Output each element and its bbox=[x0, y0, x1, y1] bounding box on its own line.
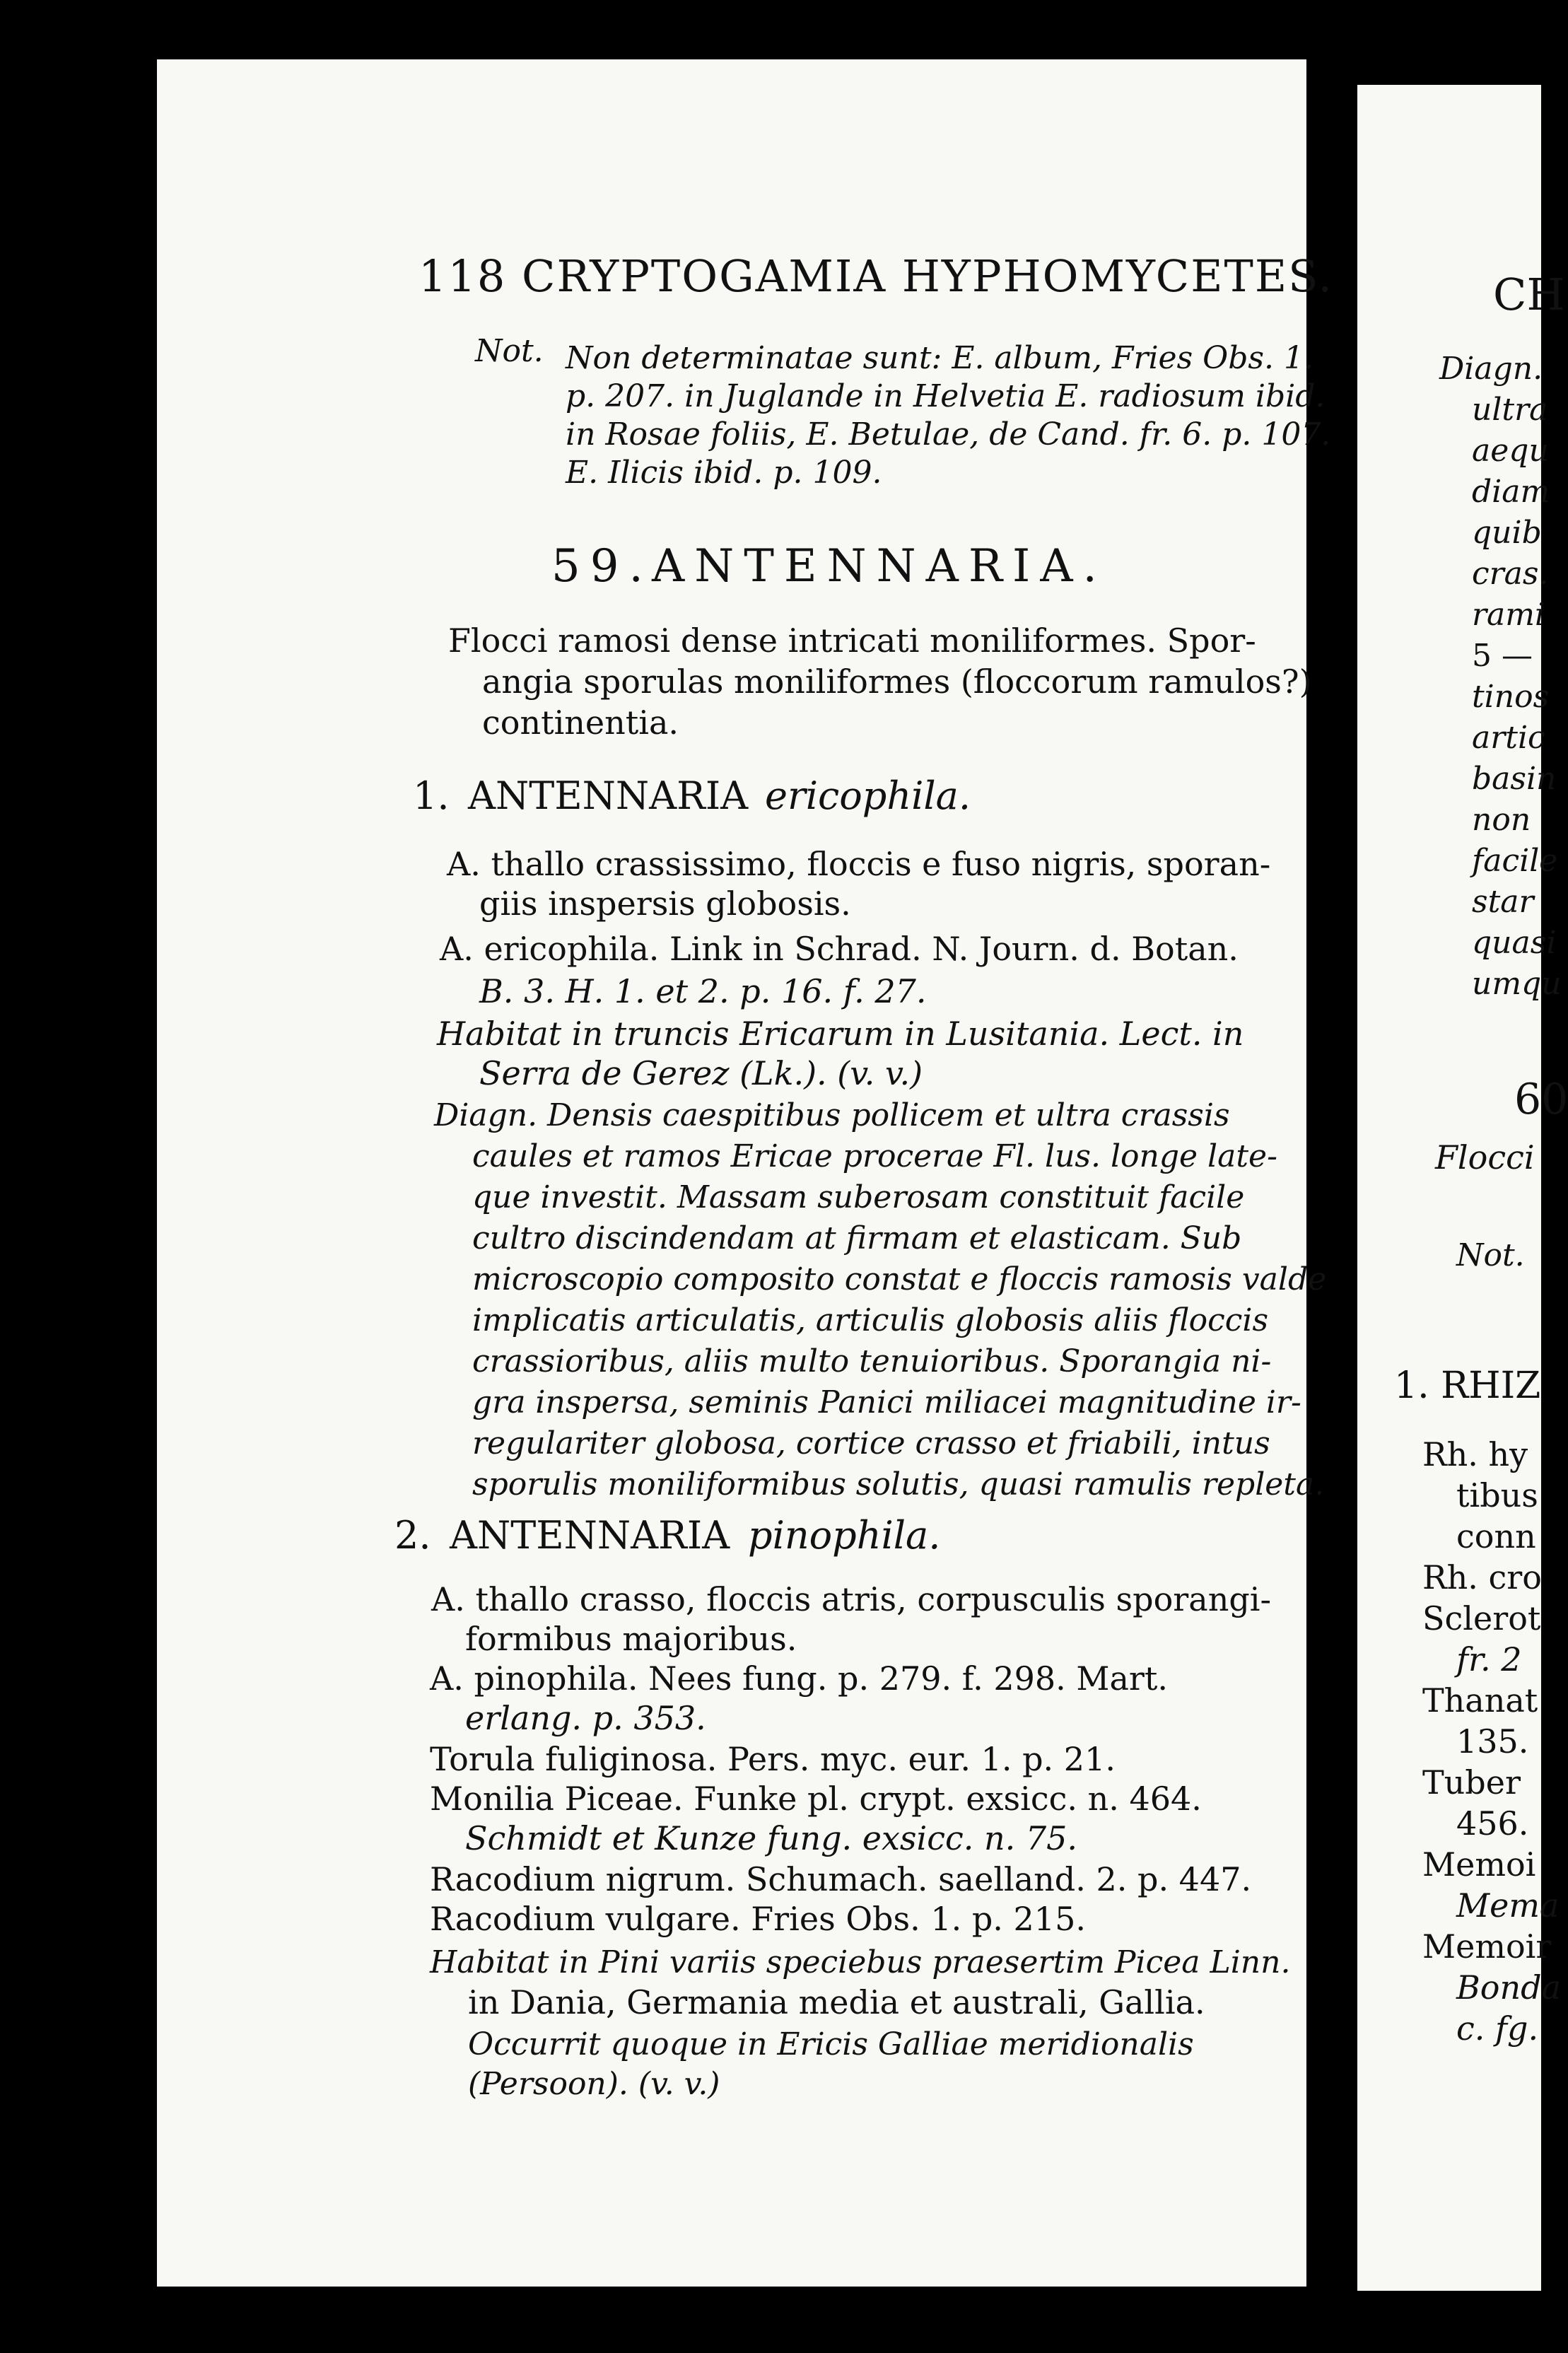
right-fragment: tinos bbox=[1472, 679, 1550, 715]
species-genus: ANTENNARIA bbox=[468, 773, 749, 818]
right-fragment: Thanat bbox=[1422, 1681, 1538, 1720]
left-page bbox=[157, 59, 1334, 2287]
species-line: formibus majoribus. bbox=[465, 1620, 797, 1658]
right-fragment: aequ bbox=[1472, 433, 1549, 469]
species-line: A. pinophila. Nees fung. p. 279. f. 298. Mart. bbox=[430, 1659, 1169, 1698]
species-line: erlang. p. 353. bbox=[465, 1699, 706, 1737]
species-number: 2. bbox=[394, 1513, 431, 1558]
species-line: A. ericophila. Link in Schrad. N. Journ. d. Botan. bbox=[440, 930, 1239, 968]
right-fragment: diam bbox=[1472, 474, 1550, 510]
right-fragment: quib bbox=[1472, 515, 1542, 551]
species-epithet: pinophila. bbox=[748, 1513, 941, 1558]
species-line: A. thallo crasso, floccis atris, corpusculis sporangi- bbox=[431, 1580, 1272, 1618]
species-line: Habitat in Pini variis speciebus praesertim Picea Linn. bbox=[430, 1944, 1291, 1980]
species-line: Schmidt et Kunze fung. exsicc. n. 75. bbox=[465, 1819, 1078, 1857]
right-fragment: quasi bbox=[1472, 925, 1557, 961]
note-label: Not. bbox=[475, 333, 544, 369]
right-fragment: ultra bbox=[1472, 392, 1548, 428]
diagnosis-line: caules et ramos Ericae procerae Fl. lus. longe late- bbox=[472, 1138, 1277, 1174]
species-line: Serra de Gerez (Lk.). (v. v.) bbox=[479, 1054, 923, 1092]
right-fragment: Flocci bbox=[1435, 1138, 1535, 1176]
right-fragment: facile bbox=[1472, 843, 1558, 879]
right-fragment: 60 bbox=[1514, 1075, 1568, 1124]
right-fragment: Memoi bbox=[1422, 1845, 1536, 1884]
genus-name: ANTENNARIA. bbox=[652, 540, 1107, 592]
diagnosis-line: implicatis articulatis, articulis globosis aliis floccis bbox=[472, 1302, 1269, 1338]
right-fragment: basin bbox=[1472, 761, 1557, 797]
right-fragment: 1. RHIZ bbox=[1394, 1365, 1541, 1407]
right-fragment: rami bbox=[1472, 597, 1545, 633]
right-fragment: artic bbox=[1472, 720, 1545, 756]
note-line: E. Ilicis ibid. p. 109. bbox=[566, 455, 882, 491]
species-line: A. thallo crassissimo, floccis e fuso nigris, sporan- bbox=[447, 845, 1271, 883]
diagnosis-line: crassioribus, aliis multo tenuioribus. Sporangia ni- bbox=[472, 1343, 1272, 1379]
right-fragment: star bbox=[1472, 884, 1534, 920]
right-fragment: 5 — bbox=[1472, 638, 1533, 674]
diagnosis-line: microscopio composito constat e floccis ramosis valde bbox=[472, 1261, 1327, 1297]
diagnosis-line: sporulis moniliformibus solutis, quasi ramulis repleta. bbox=[472, 1466, 1325, 1502]
right-fragment: Mema bbox=[1456, 1886, 1560, 1925]
running-head: 118 CRYPTOGAMIA HYPHOMYCETES. bbox=[419, 250, 1334, 302]
right-fragment: Not. bbox=[1456, 1237, 1525, 1273]
species-line: Habitat in truncis Ericarum in Lusitania. Lect. in bbox=[437, 1015, 1244, 1053]
diagnosis-line: gra inspersa, seminis Panici miliacei magnitudine ir- bbox=[472, 1384, 1301, 1420]
genus-description-line: angia sporulas moniliformes (floccorum ramulos?) bbox=[482, 662, 1312, 701]
right-fragment: CH bbox=[1493, 269, 1565, 320]
right-fragment: Sclerot bbox=[1422, 1599, 1541, 1637]
species-line: Torula fuliginosa. Pers. myc. eur. 1. p. 21. bbox=[430, 1740, 1116, 1778]
species-epithet: ericophila. bbox=[765, 773, 971, 818]
right-fragment: tibus bbox=[1456, 1476, 1538, 1514]
species-number: 1. bbox=[413, 773, 450, 818]
species-line: Monilia Piceae. Funke pl. crypt. exsicc. n. 464. bbox=[430, 1780, 1202, 1818]
right-fragment: umqu bbox=[1472, 966, 1562, 1002]
note-line: p. 207. in Juglande in Helvetia E. radiosum ibid. bbox=[566, 378, 1326, 414]
genus-number: 59. bbox=[551, 540, 653, 592]
right-fragment: 135. bbox=[1456, 1722, 1529, 1761]
diagnosis-line: que investit. Massam suberosam constituit facile bbox=[472, 1179, 1245, 1215]
diagnosis-line: regulariter globosa, cortice crasso et friabili, intus bbox=[472, 1425, 1270, 1461]
diagnosis-line: cultro discindendam at firmam et elasticam. Sub bbox=[472, 1220, 1242, 1256]
right-fragment: Rh. cro bbox=[1422, 1558, 1542, 1596]
genus-description-line: Flocci ramosi dense intricati moniliformes. Spor- bbox=[448, 621, 1256, 660]
right-fragment: Diagn. bbox=[1439, 351, 1543, 387]
right-fragment: conn bbox=[1456, 1517, 1536, 1555]
right-page bbox=[1357, 85, 1568, 2291]
right-fragment: 456. bbox=[1456, 1804, 1529, 1843]
right-fragment: Memoir bbox=[1422, 1927, 1552, 1966]
right-fragment: fr. 2 bbox=[1456, 1640, 1522, 1678]
right-fragment: c. fg. bbox=[1456, 2009, 1539, 2048]
species-line: Occurrit quoque in Ericis Galliae meridionalis bbox=[468, 2026, 1194, 2062]
species-line: Racodium vulgare. Fries Obs. 1. p. 215. bbox=[430, 1900, 1086, 1938]
right-fragment: non bbox=[1472, 802, 1531, 838]
genus-description-line: continentia. bbox=[482, 703, 679, 742]
species-line: B. 3. H. 1. et 2. p. 16. f. 27. bbox=[479, 972, 927, 1010]
right-fragment: Rh. hy bbox=[1422, 1435, 1528, 1473]
species-line: (Persoon). (v. v.) bbox=[468, 2066, 720, 2102]
note-line: Non determinatae sunt: E. album, Fries Obs. 1. bbox=[566, 340, 1314, 376]
right-fragment: Tuber bbox=[1422, 1763, 1521, 1802]
right-fragment: cras. bbox=[1472, 556, 1549, 592]
note-line: in Rosae foliis, E. Betulae, de Cand. fr. 6. p. 107. bbox=[566, 416, 1331, 452]
species-genus: ANTENNARIA bbox=[450, 1513, 730, 1558]
species-line: in Dania, Germania media et australi, Gallia. bbox=[468, 1983, 1205, 2021]
diagnosis-line: Diagn. Densis caespitibus pollicem et ultra crassis bbox=[434, 1097, 1230, 1133]
right-fragment: Bonda bbox=[1456, 1968, 1561, 2007]
species-line: giis inspersis globosis. bbox=[479, 884, 851, 923]
species-line: Racodium nigrum. Schumach. saelland. 2. p. 447. bbox=[430, 1860, 1252, 1898]
